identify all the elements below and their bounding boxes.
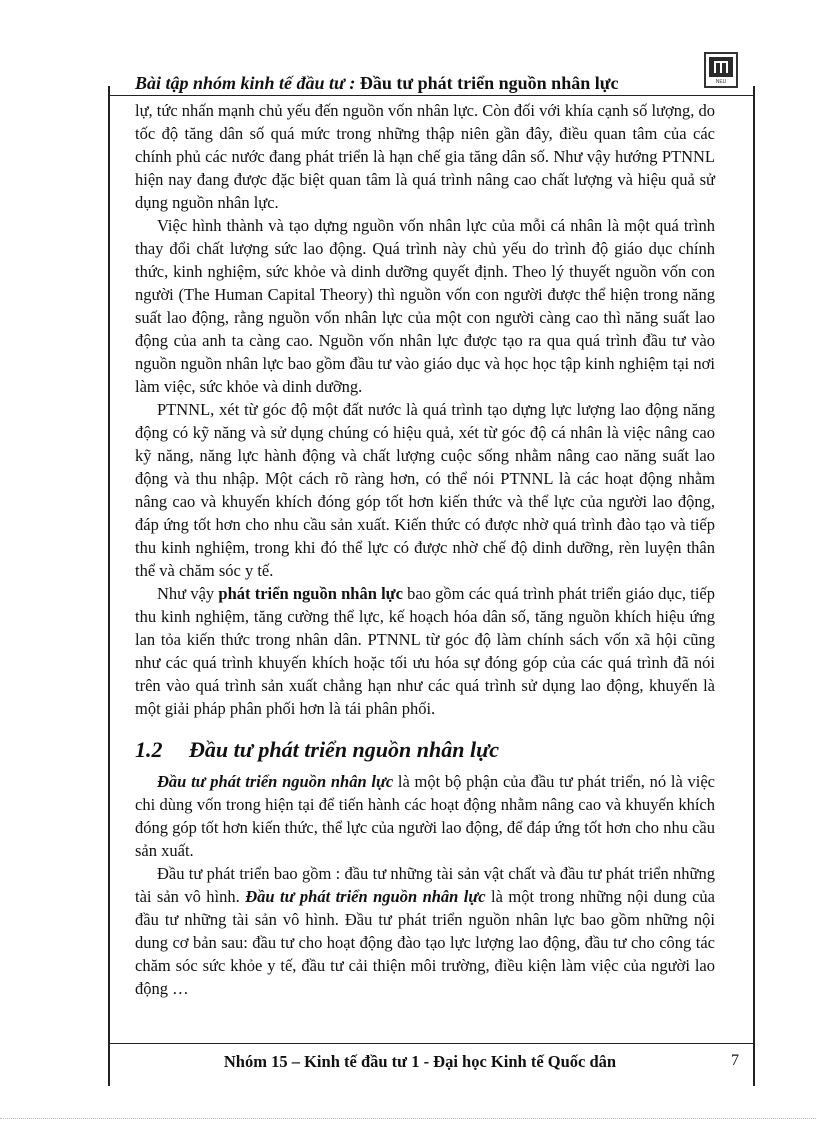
- header-course-label: Bài tập nhóm kinh tế đầu tư :: [135, 73, 356, 93]
- paragraph-1: lự, tức nhấn mạnh chủ yếu đến nguồn vốn nhân lực. Còn đối với khía cạnh số lượng, do tốc độ tăng dân số quá mức trong những thập niên gần đây, điều quan tâm của các chính phủ các nước đang phát triển là hạn chế gia tăng dân số. Như vậy hướng PTNNL hiện nay đang được đặc biệt quan tâm là quá trình nâng cao chất lượng và hiệu quả sử dụng nguồn nhân lực.: [135, 101, 715, 212]
- document-body: [135, 99, 715, 1000]
- paragraph-4-lead: Như vậy: [157, 584, 219, 603]
- neu-logo-icon: [704, 52, 738, 88]
- paragraph-4-bold: phát triển nguồn nhân lực: [218, 584, 403, 603]
- paragraph-2: Việc hình thành và tạo dựng nguồn vốn nhân lực của mỗi cá nhân là một quá trình thay đổi chất lượng sức lao động. Quá trình này chủ yếu do trình độ giáo dục chính thức, kinh nghiệm, sức khỏe và dinh dưỡng quyết định. Theo lý thuyết nguồn vốn con người (The Human Capital Theory) thì nguồn vốn con người được thể hiện trong năng suất lao động, rằng nguồn vốn nhân lực của một con người càng cao thì năng suất lao động của anh ta càng cao. Nguồn vốn nhân lực được tạo ra qua quá trình đầu tư vào nguồn nguồn nhân lực bao gồm đầu tư vào giáo dục và học học tập kinh nghiệm tại nơi làm việc, sức khỏe và dinh dưỡng.: [135, 216, 715, 396]
- footer-divider: [108, 1043, 753, 1044]
- paragraph-5-term: Đầu tư phát triển nguồn nhân lực: [157, 772, 394, 791]
- paragraph-5: [135, 770, 715, 862]
- page-footer: Nhóm 15 – Kinh tế đầu tư 1 - Đại học Kinh tế Quốc dân: [223, 1052, 617, 1071]
- paragraph-4-rest: bao gồm các quá trình phát triển giáo dục, tiếp thu kinh nghiệm, tăng cường thể lực, kế hoạch hóa dân số, tăng nguồn khích hiệu ứng lan tỏa kiến thức trong nhân dân. PTNNL từ góc độ làm chính sách vốn xã hội cũng như các quá trình khuyến khích hoặc tối ưu hóa sự đóng góp của các quá trình đã nói trên vào quá trình sản xuất chẳng hạn như các quá trình sử dụng lao động, khuyến là một giải pháp phân phối hơn là tái phân phối.: [135, 584, 715, 718]
- page-header: [135, 72, 675, 94]
- paragraph-4: [135, 582, 715, 720]
- page-break-line: [0, 1118, 816, 1119]
- paragraph-6-term: Đầu tư phát triển nguồn nhân lực: [245, 887, 486, 906]
- paragraph-3: PTNNL, xét từ góc độ một đất nước là quá trình tạo dựng lực lượng lao động năng động có kỹ năng và sử dụng chúng có hiệu quả, xét từ góc độ cá nhân là việc nâng cao kỹ năng, năng lực hành động và chất lượng cuộc sống nhằm nâng cao năng suất lao động và thu nhập. Một cách rõ ràng hơn, có thể nói PTNNL là các hoạt động nhằm nâng cao và khuyến khích đóng góp tốt hơn kiến thức và thể lực của người lao động, đáp ứng tốt hơn cho nhu cầu sản xuất. Kiến thức có được nhờ quá trình đào tạo và tiếp thu kinh nghiệm, trong khi đó thể lực có được nhờ chế độ dinh dưỡng, rèn luyện thân thể và chăm sóc y tế.: [135, 400, 715, 580]
- paragraph-5-rest: là một bộ phận của đầu tư phát triển, nó là việc chi dùng vốn trong hiện tại để tiến hành các hoạt động nhằm nâng cao và khuyến khích đóng góp tốt hơn kiến thức, thể lực của người lao động, để đáp ứng tốt hơn cho nhu cầu sản xuất.: [135, 772, 715, 860]
- section-heading: [135, 736, 715, 764]
- logo-text: NEU: [715, 79, 727, 85]
- section-title: Đầu tư phát triển nguồn nhân lực: [189, 737, 500, 762]
- page-number: 7: [731, 1052, 739, 1069]
- section-number: 1.2: [135, 737, 163, 762]
- paragraph-6: [135, 862, 715, 1000]
- header-title: Đầu tư phát triển nguồn nhân lực: [355, 73, 619, 93]
- paragraph-6-rest: là một trong những nội dung của đầu tư những tài sản vô hình. Đầu tư phát triển nguồn nhân lực bao gồm những nội dung cơ bản sau: đầu tư cho hoạt động đào tạo lực lượng lao động, đầu tư cho công tác chăm sóc sức khỏe y tế, đầu tư cải thiện môi trường, điều kiện làm việc của người lao động …: [135, 887, 715, 998]
- paragraph-6-lead: Đầu tư phát triển bao gồm : đầu tư những tài sản vật chất và đầu tư phát triển những tài sản vô hình.: [135, 864, 715, 906]
- header-divider: [108, 95, 753, 96]
